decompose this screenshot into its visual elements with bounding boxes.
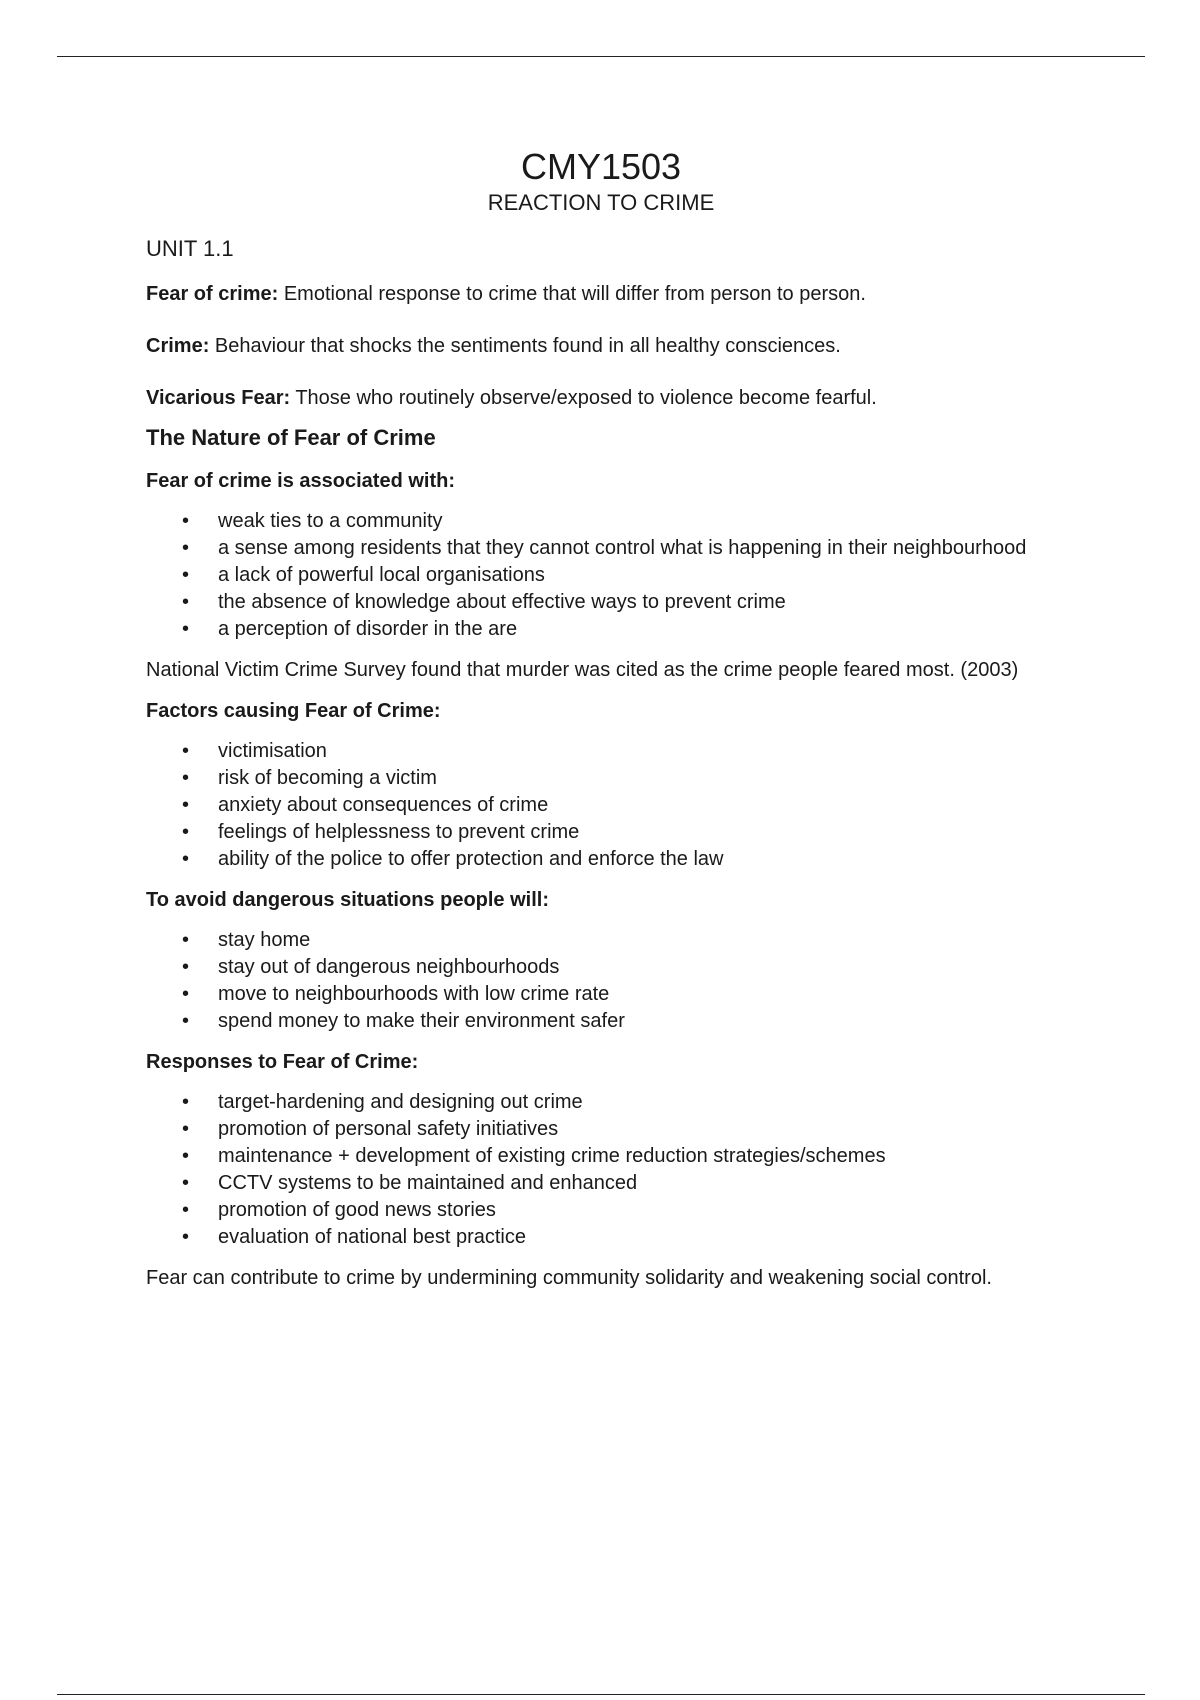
associated-heading: Fear of crime is associated with:: [146, 470, 455, 492]
list-item: • stay out of dangerous neighbourhoods: [146, 954, 1076, 981]
definition-term: Vicarious Fear:: [146, 387, 291, 409]
list-item: • a perception of disorder in the are: [146, 616, 1076, 643]
list-item: • weak ties to a community: [146, 508, 1076, 535]
page-subtitle: REACTION TO CRIME: [487, 190, 715, 215]
bullet-icon: •: [182, 848, 190, 870]
bullet-icon: •: [182, 510, 190, 532]
definition-term: Crime:: [146, 335, 210, 357]
page-title: CMY1503: [520, 146, 682, 187]
section-heading: The Nature of Fear of Crime: [146, 425, 436, 450]
definition-text: Those who routinely observe/exposed to violence become fearful.: [290, 387, 877, 409]
bullet-icon: •: [182, 1010, 190, 1032]
bullet-icon: •: [182, 740, 190, 762]
list-item: • promotion of good news stories: [146, 1197, 1076, 1224]
factors-list: [146, 738, 1076, 873]
bullet-icon: •: [182, 794, 190, 816]
list-item: • anxiety about consequences of crime: [146, 792, 1076, 819]
bottom-divider: [57, 1694, 1145, 1695]
list-item: • promotion of personal safety initiatives: [146, 1116, 1076, 1143]
unit-label: UNIT 1.1: [146, 236, 234, 261]
bullet-icon: •: [182, 1118, 190, 1140]
list-item: • ability of the police to offer protection and enforce the law: [146, 846, 1076, 873]
list-item: • risk of becoming a victim: [146, 765, 1076, 792]
definition-text: Emotional response to crime that will differ from person to person.: [278, 283, 866, 305]
list-item: • move to neighbourhoods with low crime rate: [146, 981, 1076, 1008]
definition-term: Fear of crime:: [146, 283, 279, 305]
responses-heading: Responses to Fear of Crime:: [146, 1051, 419, 1073]
bullet-icon: •: [182, 1172, 190, 1194]
definition-crime: [146, 333, 1076, 360]
list-item: • feelings of helplessness to prevent crime: [146, 819, 1076, 846]
closing-paragraph: Fear can contribute to crime by undermining community solidarity and weakening social control.: [146, 1267, 992, 1289]
list-item: • a sense among residents that they cannot control what is happening in their neighbourhood: [146, 535, 1076, 562]
bullet-icon: •: [182, 1199, 190, 1221]
list-item: • target-hardening and designing out crime: [146, 1089, 1076, 1116]
list-item: • evaluation of national best practice: [146, 1224, 1076, 1251]
avoid-heading: To avoid dangerous situations people will:: [146, 889, 549, 911]
factors-heading: Factors causing Fear of Crime:: [146, 700, 441, 722]
definition-fear-of-crime: [146, 281, 1076, 308]
bullet-icon: •: [182, 983, 190, 1005]
bullet-icon: •: [182, 591, 190, 613]
bullet-icon: •: [182, 564, 190, 586]
list-item: • spend money to make their environment safer: [146, 1008, 1076, 1035]
bullet-icon: •: [182, 1091, 190, 1113]
bullet-icon: •: [182, 1226, 190, 1248]
definition-text: Behaviour that shocks the sentiments found in all healthy consciences.: [209, 335, 841, 357]
survey-paragraph: National Victim Crime Survey found that murder was cited as the crime people feared most. (2003): [146, 659, 1019, 681]
top-divider: [57, 56, 1145, 57]
responses-list: [146, 1089, 1076, 1251]
list-item: • victimisation: [146, 738, 1076, 765]
list-item: • stay home: [146, 927, 1076, 954]
bullet-icon: •: [182, 821, 190, 843]
list-item: • the absence of knowledge about effective ways to prevent crime: [146, 589, 1076, 616]
associated-list: [146, 508, 1076, 643]
bullet-icon: •: [182, 767, 190, 789]
list-item: • CCTV systems to be maintained and enhanced: [146, 1170, 1076, 1197]
definition-vicarious-fear: [146, 385, 1076, 412]
bullet-icon: •: [182, 956, 190, 978]
bullet-icon: •: [182, 618, 190, 640]
bullet-icon: •: [182, 1145, 190, 1167]
document-body: [146, 145, 1076, 1306]
bullet-icon: •: [182, 537, 190, 559]
list-item: • maintenance + development of existing crime reduction strategies/schemes: [146, 1143, 1076, 1170]
list-item: • a lack of powerful local organisations: [146, 562, 1076, 589]
bullet-icon: •: [182, 929, 190, 951]
avoid-list: [146, 927, 1076, 1035]
